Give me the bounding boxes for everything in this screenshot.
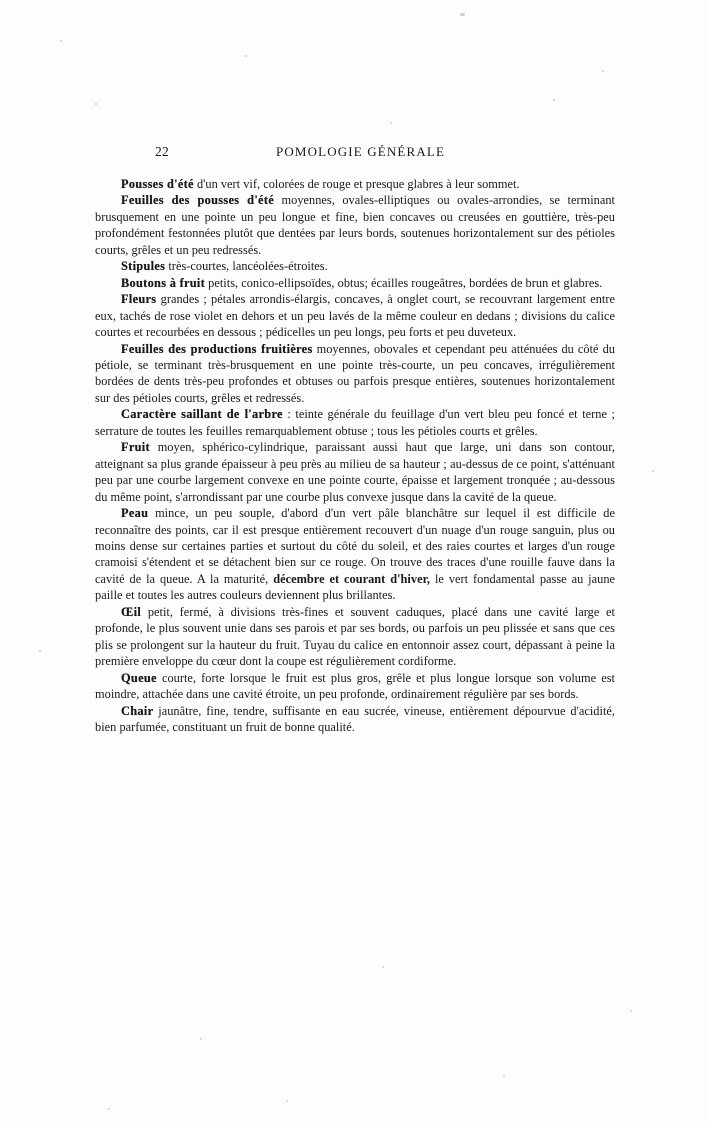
paragraph-lead: Boutons à fruit <box>121 275 206 290</box>
page-number: 22 <box>155 144 169 159</box>
paragraph-text: courte, forte lorsque le fruit est plus gros, grêle et plus longue lorsque son volume est moindre, attachée dans une cavité étroite, un peu profonde, ordinairement régulière par ses bords. <box>95 670 615 702</box>
paragraph-lead: Chair <box>121 703 154 718</box>
paragraph-lead: Pousses d'été <box>121 177 194 191</box>
paper-speck <box>602 70 604 72</box>
paper-speck <box>630 1010 632 1012</box>
paragraph-lead: Peau <box>121 506 149 521</box>
paper-speck <box>382 966 384 968</box>
paragraph-stipules <box>95 258 615 274</box>
paper-speck <box>108 1108 110 1110</box>
paragraph-fruit <box>95 439 615 505</box>
paper-speck <box>60 40 62 42</box>
paragraph-text: mince, un peu souple, d'abord d'un vert pâle blanchâtre sur lequel il est difficile de reconnaître des points, car il est presque entièrement recouvert d'un nuage d'un rouge sanguin, plus ou moins dense sur certaines parties et surtout du côté du soleil, et des raies courtes et larges d'un rouge cramoisi s'étendent et se détachent bien sur ce rouge. On trouve des traces d'une rouille fauve dans la cavité de la queue. A la maturité, <box>95 506 615 586</box>
paragraph-text: : teinte générale du feuillage d'un vert bleu peu foncé et terne ; serrature de toutes les feuilles remarquablement obtuse ; tous les pétioles courts et grêles. <box>95 407 615 438</box>
paragraph-text: très-courtes, lancéolées-étroites. <box>168 259 328 274</box>
paper-speck <box>286 1100 288 1102</box>
paragraph-lead: Fleurs <box>121 292 157 307</box>
paper-speck <box>553 99 555 101</box>
paragraph-oeil <box>95 604 615 670</box>
paper-speck <box>39 650 41 652</box>
paragraph-text: grandes ; pétales arrondis-élargis, concaves, à onglet court, se recouvrant largement entre eux, tachés de rose violet en dehors et un peu lavés de la même couleur en dedans ; divisions du calice courtes et recourbées en dessous ; pédicelles un peu longs, peu forts et peu duveteux. <box>95 292 615 340</box>
paragraph-chair <box>95 703 615 736</box>
paragraph-peau <box>95 505 615 604</box>
paragraph-lead: Feuilles des productions fruitières <box>121 341 313 356</box>
paragraph-queue <box>95 670 615 703</box>
paper-speck <box>245 55 247 57</box>
running-head: POMOLOGIE GÉNÉRALE <box>275 144 446 159</box>
paragraph-text: moyen, sphérico-cylindrique, paraissant aussi haut que large, uni dans son contour, atteignant sa plus grande épaisseur à peu près au milieu de sa hauteur ; au-dessus de ce point, s'atténuant peu par une courbe largement convexe en une pointe courte, épaisse et largement tronquée ; au-dessous du même point, s'arrondissant par une courbe plus convexe jusque dans la cavité de la queue. <box>95 440 615 504</box>
paragraph-lead: Caractère saillant de l'arbre <box>121 407 283 422</box>
page-header <box>0 144 707 164</box>
paragraph-fleurs <box>95 291 615 340</box>
paragraph-lead: Fruit <box>121 440 150 455</box>
paper-speck <box>652 470 654 472</box>
paper-speck <box>200 1038 202 1040</box>
paragraph-feuilles-pousses <box>95 192 615 258</box>
paragraph-text-after: le vert fondamental passe au jaune paille et toutes les autres couleurs deviennent plus brillantes. <box>95 571 616 603</box>
paragraph-text: d'un vert vif, colorées de rouge et presque glabres à leur sommet. <box>196 177 520 191</box>
paper-speck <box>503 1075 505 1077</box>
paragraph-lead: Queue <box>121 670 157 685</box>
paragraph-lead: Œil <box>121 604 142 619</box>
paragraph-text: petit, fermé, à divisions très-fines et souvent caduques, placé dans une cavité large et profonde, le plus souvent unie dans ses parois et par ses bords, ou parfois un peu plissée et sans que ces plis se prolongent sur la hauteur du fruit. Tuyau du calice en entonnoir assez court, dépassant à peine la première enveloppe du cœur dont la coupe est régulièrement cordiforme. <box>95 604 616 669</box>
paragraph-lead: Feuilles des pousses d'été <box>121 193 275 208</box>
paragraph-caractere-saillant <box>95 406 615 439</box>
paragraph-lead: Stipules <box>121 259 166 274</box>
paragraph-boutons-a-fruit <box>95 275 615 291</box>
paragraph-feuilles-productions-fruitieres <box>95 341 615 407</box>
paragraph-text: jaunâtre, fine, tendre, suffisante en eau sucrée, vineuse, entièrement dépourvue d'acidité, bien parfumée, constituant un fruit de bonne qualité. <box>95 703 615 734</box>
paragraph-inline-bold: décembre et courant d'hiver, <box>273 571 431 586</box>
paper-speck <box>460 13 465 16</box>
page-body <box>95 176 615 735</box>
paragraph-text: petits, conico-ellipsoïdes, obtus; écailles rougeâtres, bordées de brun et glabres. <box>208 275 603 290</box>
paragraph-text: moyennes, obovales et cependant peu atténuées du côté du pétiole, se terminant très-brusquement en une pointe très-courte, un peu concaves, irrégulièrement bordées de dents très-peu profondes et obtuses ou parfois presque entières, soutenues horizontalement sur des pétioles courts, grêles et redressés. <box>95 341 615 405</box>
paper-speck <box>95 103 97 105</box>
paragraph-pousses-dete <box>95 176 615 192</box>
paper-speck <box>390 122 392 124</box>
paragraph-text: moyennes, ovales-elliptiques ou ovales-arrondies, se terminant brusquement en une pointe un peu longue et fine, bien concaves ou creusées en gouttière, très-peu profondément festonnées plutôt que dentées par leurs bords, soutenues horizontalement sur des pétioles courts, grêles et un peu redressés. <box>95 193 615 257</box>
